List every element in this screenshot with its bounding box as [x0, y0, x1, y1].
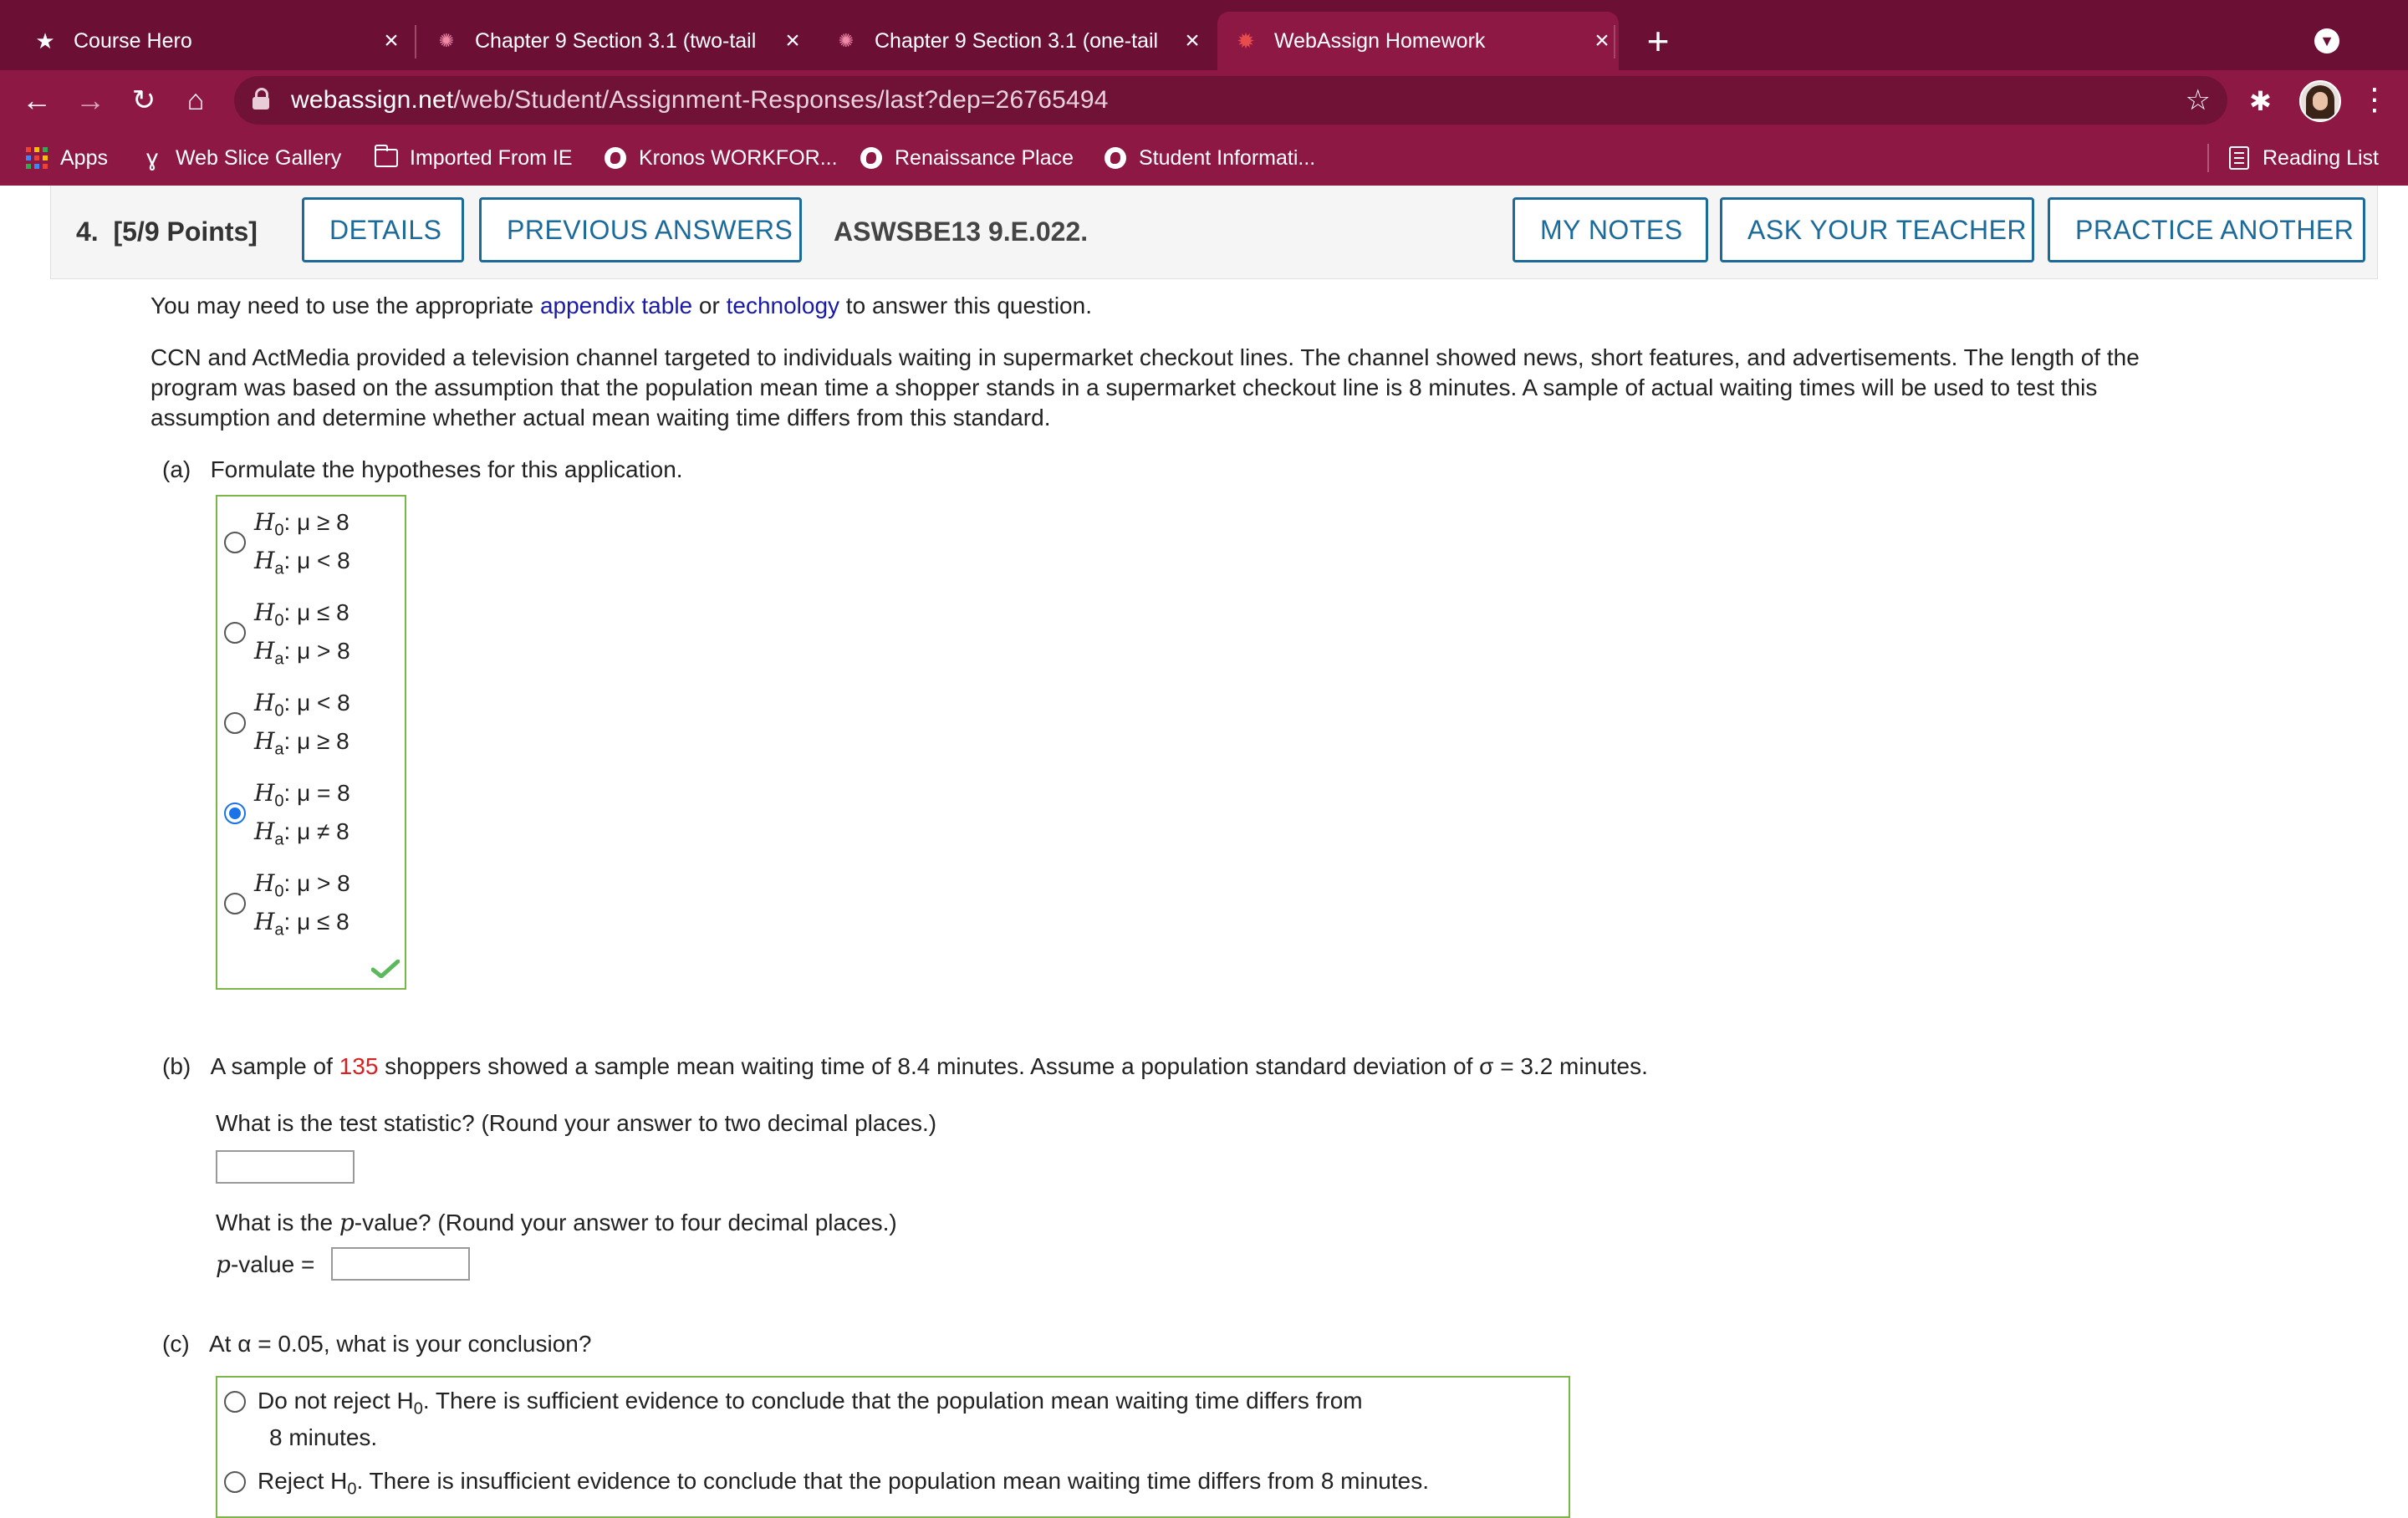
bookmark-student-information[interactable]	[1104, 130, 1315, 186]
bookmark-label: Renaissance Place	[895, 145, 1074, 170]
conclusion-option-1-text: Do not reject $H_0$. There is sufficient evidence to conclude that the population mean waiting time differs from	[258, 1388, 1363, 1419]
hypothesis-option-3-ha: $H_a$: μ ≥ 8	[254, 727, 349, 759]
tab-search-icon[interactable]: ▼	[2314, 28, 2339, 53]
close-tab-icon[interactable]: ×	[785, 27, 800, 54]
url-text: webassign.net/web/Student/Assignment-Responses/last?dep=26765494	[291, 86, 1109, 114]
bookmark-kronos[interactable]	[604, 130, 838, 186]
bookmark-web-slice-gallery[interactable]	[140, 130, 341, 186]
bookmark-imported-from-ie[interactable]	[375, 130, 573, 186]
hypothesis-option-5-radio[interactable]	[224, 893, 246, 914]
p-value-label: p-value =	[216, 1251, 315, 1278]
globe-icon	[1104, 146, 1127, 170]
profile-avatar[interactable]	[2299, 80, 2341, 122]
close-tab-icon[interactable]: ×	[1594, 27, 1610, 54]
tab-chapter-one-tail[interactable]	[833, 12, 1209, 70]
intro-text: You may need to use the appropriate appendix table or technology to answer this question.	[150, 293, 1092, 318]
globe-icon	[604, 146, 627, 170]
hypothesis-option-3-h0: $H_0$: μ < 8	[254, 689, 350, 721]
reading-list-icon	[2227, 146, 2251, 170]
question-header	[50, 186, 2378, 279]
test-statistic-question: What is the test statistic? (Round your answer to two decimal places.)	[216, 1110, 937, 1136]
test-statistic-input[interactable]	[216, 1150, 355, 1184]
ask-your-teacher-button[interactable]: ASK YOUR TEACHER	[1720, 197, 2034, 262]
conclusion-options-box	[216, 1376, 1570, 1518]
question-number: 4. [5/9 Points]	[76, 216, 258, 247]
bookmark-star-icon[interactable]: ☆	[2185, 84, 2211, 116]
previous-answers-button[interactable]: PREVIOUS ANSWERS	[479, 197, 802, 262]
browser-tab-bar	[0, 0, 2408, 70]
hypothesis-option-1-radio[interactable]	[224, 532, 246, 553]
lock-icon[interactable]	[253, 88, 269, 110]
conclusion-option-2-text: Reject $H_0$. There is insufficient evidence to conclude that the population mean waiting time differs from 8 minutes.	[258, 1468, 1429, 1499]
hypothesis-option-4-radio[interactable]	[224, 802, 246, 824]
hypothesis-option-1-h0: $H_0$: μ ≥ 8	[254, 508, 349, 540]
bookmark-label: Student Informati...	[1139, 145, 1316, 170]
star-icon: ★	[35, 28, 55, 53]
tab-chapter-two-tail[interactable]	[433, 12, 809, 70]
close-tab-icon[interactable]: ×	[384, 27, 399, 54]
tab-separator	[1614, 25, 1615, 59]
tab-course-hero[interactable]	[32, 12, 408, 70]
reading-list-button[interactable]	[2227, 130, 2379, 186]
bookmark-renaissance-place[interactable]	[860, 130, 1074, 186]
home-icon[interactable]: ⌂	[186, 84, 205, 116]
bookmark-label: Reading List	[2263, 145, 2379, 170]
tab-title: Chapter 9 Section 3.1 (one-tail	[875, 28, 1159, 53]
p-value-question: What is the p-value? (Round your answer to four decimal places.)	[216, 1209, 897, 1236]
reload-icon[interactable]: ↻	[131, 84, 156, 116]
forward-arrow-icon[interactable]: →	[75, 83, 105, 117]
my-notes-button[interactable]: MY NOTES	[1513, 197, 1708, 262]
bookmark-label: Apps	[60, 145, 108, 170]
details-button[interactable]: DETAILS	[302, 197, 464, 262]
hypothesis-option-1-ha: $H_a$: μ < 8	[254, 547, 350, 578]
tab-title: Chapter 9 Section 3.1 (two-tail	[475, 28, 757, 53]
hypothesis-option-2-ha: $H_a$: μ > 8	[254, 637, 350, 669]
tab-title: Course Hero	[74, 28, 192, 53]
webassign-favicon-icon: ✹	[1237, 28, 1255, 53]
globe-icon	[860, 146, 883, 170]
web-slice-icon: ɣ	[145, 145, 159, 171]
conclusion-option-2-radio[interactable]	[224, 1471, 246, 1493]
folder-icon	[375, 146, 398, 170]
conclusion-option-1-radio[interactable]	[224, 1391, 246, 1413]
hypothesis-option-2-radio[interactable]	[224, 622, 246, 644]
back-arrow-icon[interactable]: ←	[22, 83, 52, 117]
bookmark-label: Kronos WORKFOR...	[639, 145, 838, 170]
tab-separator	[415, 25, 416, 59]
extensions-puzzle-icon[interactable]: ✱	[2249, 86, 2272, 116]
part-a-label: (a) Formulate the hypotheses for this application.	[162, 456, 683, 482]
close-tab-icon[interactable]: ×	[1185, 27, 1200, 54]
sample-size-value: 135	[339, 1053, 379, 1079]
hypothesis-option-2-h0: $H_0$: μ ≤ 8	[254, 599, 349, 630]
new-tab-button[interactable]: +	[1646, 19, 1670, 63]
bookmarks-separator	[2207, 144, 2209, 172]
problem-text-line: CCN and ActMedia provided a television channel targeted to individuals waiting in supermarket checkout lines. The channel showed news, short features, and advertisements. The length of the	[150, 344, 2140, 370]
part-c-label: (c) At α = 0.05, what is your conclusion?	[162, 1331, 592, 1357]
webassign-favicon-icon: ✺	[438, 30, 455, 51]
practice-another-button[interactable]: PRACTICE ANOTHER	[2048, 197, 2365, 262]
browser-menu-icon[interactable]: ⋮	[2360, 82, 2390, 116]
bookmark-label: Imported From IE	[410, 145, 573, 170]
tab-webassign-homework[interactable]	[1217, 12, 1619, 70]
problem-text-line: assumption and determine whether actual mean waiting time differs from this standard.	[150, 405, 1051, 430]
correct-check-icon	[371, 960, 400, 978]
hypothesis-option-4-ha: $H_a$: μ ≠ 8	[254, 818, 349, 849]
browser-toolbar	[0, 70, 2408, 130]
address-bar[interactable]	[234, 76, 2227, 125]
p-value-input[interactable]	[331, 1247, 470, 1281]
hypothesis-option-5-ha: $H_a$: μ ≤ 8	[254, 908, 349, 940]
hypotheses-options-box	[216, 495, 406, 990]
bookmarks-bar	[0, 130, 2408, 186]
bookmark-label: Web Slice Gallery	[176, 145, 342, 170]
assignment-code: ASWSBE13 9.E.022.	[834, 216, 1089, 247]
bookmark-apps[interactable]	[25, 130, 108, 186]
hypothesis-option-3-radio[interactable]	[224, 712, 246, 734]
problem-text-line: program was based on the assumption that the population mean time a shopper stands in a supermarket checkout line is 8 minutes. A sample of actual waiting times will be used to test this	[150, 374, 2098, 400]
technology-link[interactable]: technology	[726, 293, 840, 318]
apps-grid-icon	[25, 146, 48, 170]
appendix-table-link[interactable]: appendix table	[539, 293, 693, 318]
hypothesis-option-4-h0: $H_0$: μ = 8	[254, 779, 350, 811]
conclusion-option-1-text-line2: 8 minutes.	[269, 1424, 378, 1450]
tab-title: WebAssign Homework	[1274, 28, 1486, 53]
hypothesis-option-5-h0: $H_0$: μ > 8	[254, 869, 350, 901]
webassign-favicon-icon: ✺	[838, 30, 855, 51]
part-b-label: (b) A sample of 135 shoppers showed a sample mean waiting time of 8.4 minutes. Assume a population standard deviation of σ = 3.2 minutes.	[162, 1053, 1648, 1079]
